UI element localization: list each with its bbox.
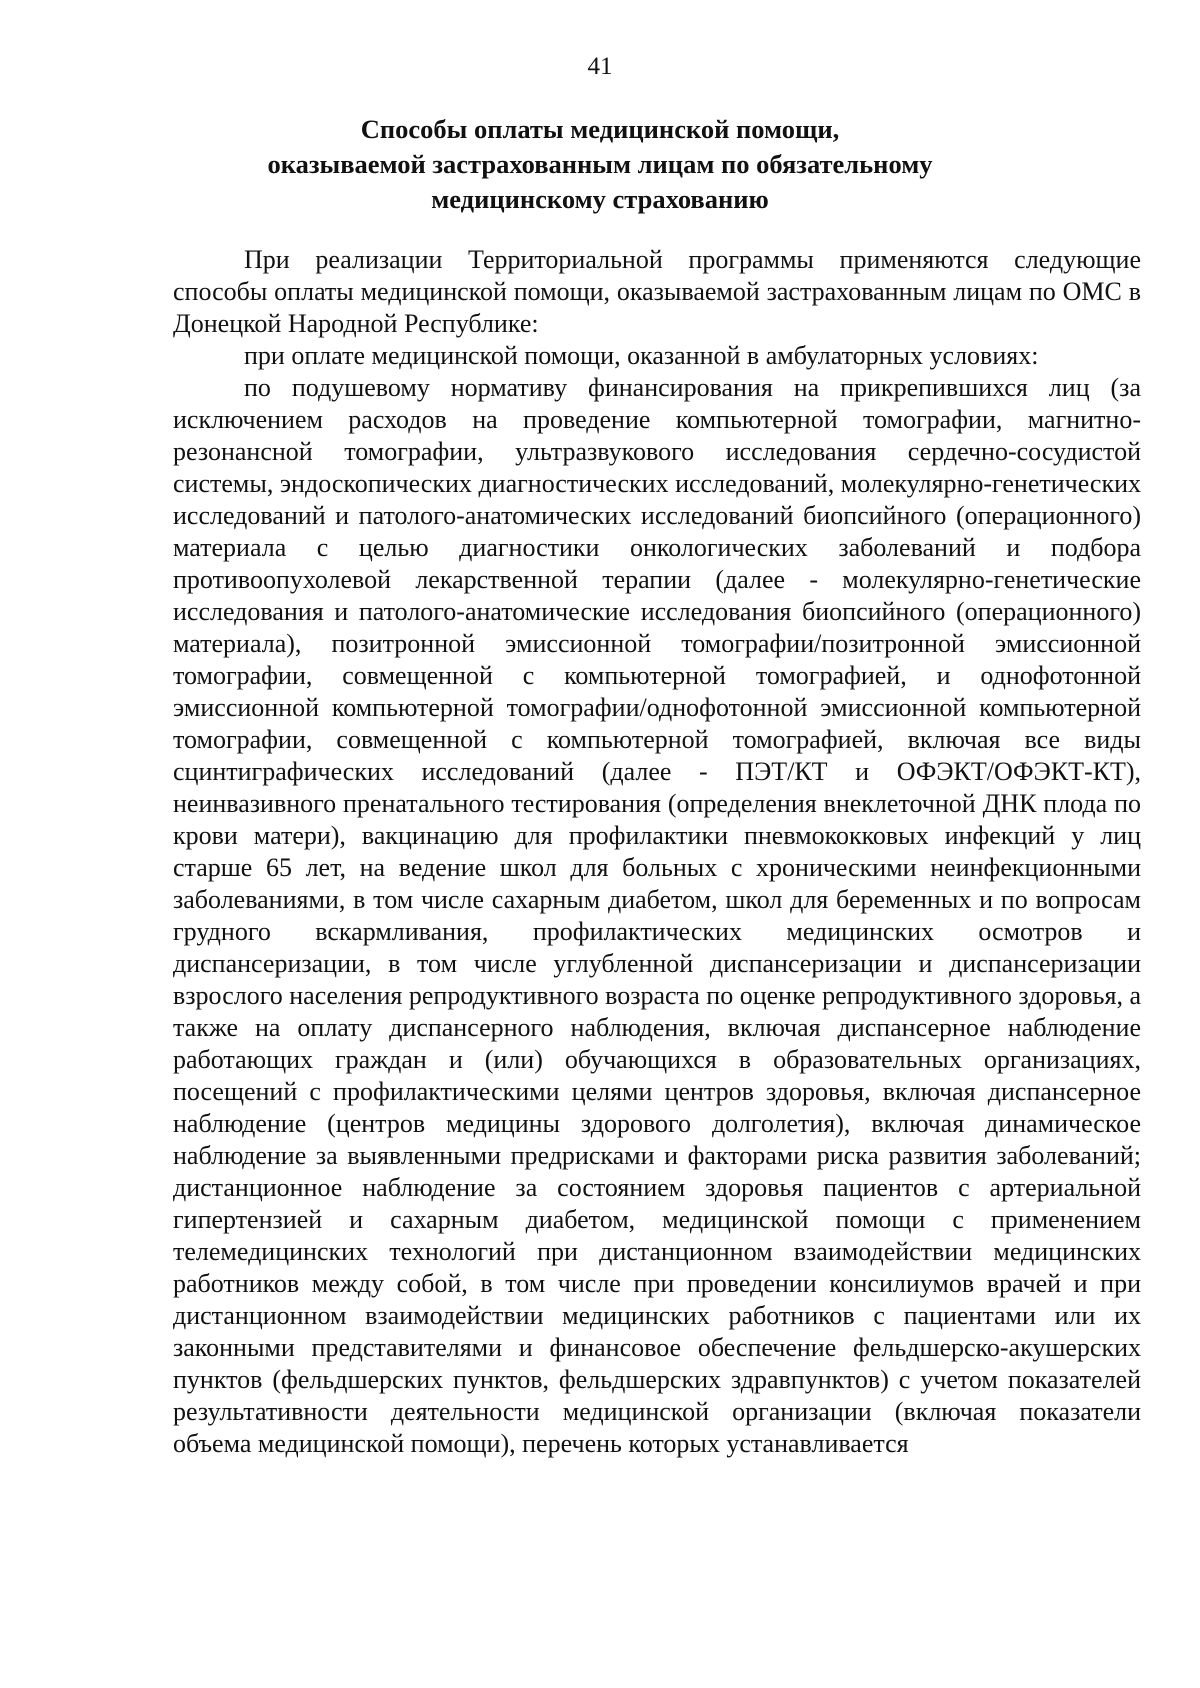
title-line-1: Способы оплаты медицинской помощи, xyxy=(360,114,840,144)
title-line-3: медицинскому страхованию xyxy=(431,184,769,214)
title-line-2: оказываемой застрахованным лицам по обязательному xyxy=(267,149,933,179)
document-body xyxy=(173,244,1141,1460)
paragraph-ambulatory-heading: при оплате медицинской помощи, оказанной в амбулаторных условиях: xyxy=(244,341,1039,370)
page-number: 41 xyxy=(587,53,613,80)
document-title xyxy=(175,112,1025,217)
paragraph-intro: При реализации Территориальной программы применяются следующие способы оплаты медицинской помощи, оказываемой застрахованным лицам по ОМС в Донецкой Народной Республике: xyxy=(173,245,1141,338)
paragraph-per-capita-financing: по подушевому нормативу финансирования на прикрепившихся лиц (за исключением расходов на проведение компьютерной томографии, магнитно-резонансной томографии, ультразвукового исследования сердечно-сосудистой системы, эндоскопических диагностических исследований, молекулярно-генетических исследований и патолого-анатомических исследований биопсийного (операционного) материала с целью диагностики онкологических заболеваний и подбора противоопухолевой лекарственной терапии (далее - молекулярно-генетические исследования и патолого-анатомические исследования биопсийного (операционного) материала), позитронной эмиссионной томографии/позитронной эмиссионной томографии, совмещенной с компьютерной томографией, и однофотонной эмиссионной компьютерной томографии/однофотонной эмиссионной компьютерной томографии, совмещенной с компьютерной томографией, включая все виды сцинтиграфических исследований (далее - ПЭТ/КТ и ОФЭКТ/ОФЭКТ-КТ), неинвазивного пренатального тестирования (определения внеклеточной ДНК плода по крови матери), вакцинацию для профилактики пневмококковых инфекций у лиц старше 65 лет, на ведение школ для больных с хроническими неинфекционными заболеваниями, в том числе сахарным диабетом, школ для беременных и по вопросам грудного вскармливания, профилактических медицинских осмотров и диспансеризации, в том числе углубленной диспансеризации и диспансеризации взрослого населения репродуктивного возраста по оценке репродуктивного здоровья, а также на оплату диспансерного наблюдения, включая диспансерное наблюдение работающих граждан и (или) обучающихся в образовательных организациях, посещений с профилактическими целями центров здоровья, включая диспансерное наблюдение (центров медицины здорового долголетия), включая динамическое наблюдение за выявленными предрисками и факторами риска развития заболеваний; дистанционное наблюдение за состоянием здоровья пациентов с артериальной гипертензией и сахарным диабетом, медицинской помощи с применением телемедицинских технологий при дистанционном взаимодействии медицинских работников между собой, в том числе при проведении консилиумов врачей и при дистанционном взаимодействии медицинских работников с пациентами или их законными представителями и финансовое обеспечение фельдшерско-акушерских пунктов (фельдшерских пунктов, фельдшерских здравпунктов) с учетом показателей результативности деятельности медицинской организации (включая показатели объема медицинской помощи), перечень которых устанавливается xyxy=(173,373,1141,1458)
